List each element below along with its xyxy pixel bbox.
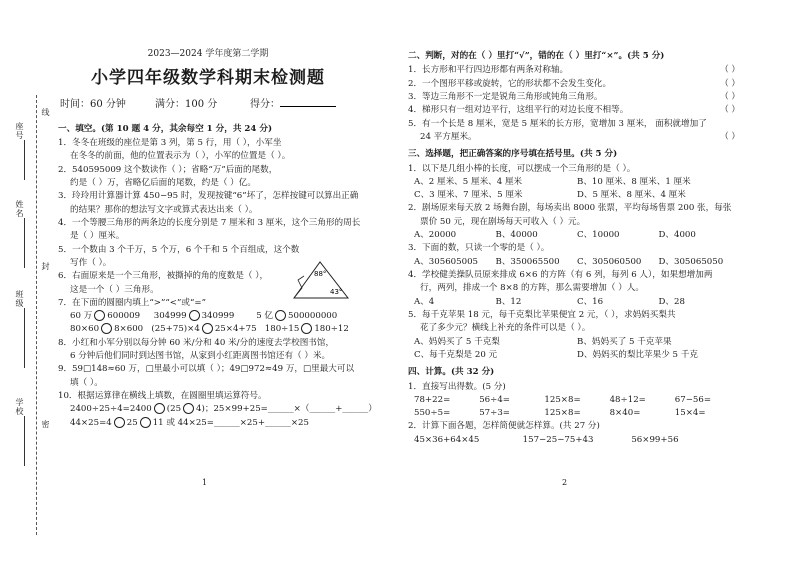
operator-circle[interactable] bbox=[183, 403, 194, 414]
choice-4-line2: 行，两列，排成一个 8×8 的方阵，那么需要增加（ ）人。 bbox=[420, 283, 644, 294]
page-number-left: 1 bbox=[202, 478, 208, 487]
option[interactable]: A、4 bbox=[414, 296, 435, 307]
choice-4-options bbox=[408, 296, 740, 309]
option[interactable]: C、10000 bbox=[577, 230, 620, 241]
compare-circle[interactable] bbox=[275, 310, 286, 321]
judge-4 bbox=[408, 104, 740, 117]
choice-5-line2: 花了多少元？横线上补充的条件可以是（ ）。 bbox=[420, 323, 591, 334]
calc-item: 8×40= bbox=[609, 408, 641, 419]
right-column bbox=[408, 48, 740, 447]
q7-row1 bbox=[58, 310, 358, 323]
operator-circle[interactable] bbox=[114, 417, 125, 428]
calc-2-title: 2．计算下面各题，怎样简便就怎样算。(共 27 分) bbox=[408, 421, 600, 432]
q10-line2 bbox=[58, 403, 377, 416]
calc-item: 15×4= bbox=[674, 408, 706, 419]
option[interactable]: D、28 bbox=[658, 296, 685, 307]
q10-line3 bbox=[58, 417, 358, 430]
option[interactable]: B、10 厘米、8 厘米、1 厘米 bbox=[577, 176, 691, 187]
q3-line2: 的结果？那你的想法写文字或算式表达出来（ ）。 bbox=[70, 204, 258, 215]
q7-item: 60 万 bbox=[70, 311, 93, 322]
score-blank[interactable] bbox=[280, 97, 336, 107]
calc-item: 125×8= bbox=[544, 394, 581, 405]
answer-paren[interactable]: （ ） bbox=[720, 105, 740, 116]
q7-line1: 7．在下面的圆圈内填上“>”“<”或“=” bbox=[58, 297, 206, 308]
time-label: 时间：60 分钟 bbox=[60, 99, 126, 111]
judge-text: 4．梯形只有一组对边平行，这组平行的对边长度不相等。 bbox=[408, 105, 629, 116]
answer-paren[interactable]: （ ） bbox=[720, 78, 740, 89]
choice-5-line1: 5．每千克苹果 18 元，每千克梨比苹果便宜 2 元，（ ），求妈妈买梨共 bbox=[408, 309, 676, 320]
q7-item: 180÷15 bbox=[264, 324, 300, 335]
calc-grid-row1 bbox=[408, 394, 740, 407]
binding-mark-secret: 密 bbox=[41, 420, 50, 429]
q10-expr: 4)；25×99+25=______×（______+______） bbox=[196, 404, 377, 415]
calc-item: 57÷3= bbox=[479, 408, 510, 419]
operator-circle[interactable] bbox=[140, 417, 151, 428]
binding-mark-seal: 封 bbox=[41, 262, 50, 271]
option[interactable]: A、妈妈买了 5 千克梨 bbox=[414, 336, 500, 347]
section-choice: 三、选择题，把正确答案的序号填在括号里。(共 5 分) bbox=[408, 149, 618, 160]
answer-paren[interactable]: （ ） bbox=[720, 91, 740, 102]
choice-5-options bbox=[408, 336, 740, 363]
q8-line2: 6 分钟后他们同时到达图书馆，从家到小红距离图书馆还有（ ）米。 bbox=[70, 351, 331, 362]
calc-item: 56÷4= bbox=[479, 394, 510, 405]
torn-triangle-figure bbox=[290, 258, 352, 304]
q3-line1: 3．玲玲用计算器计算 450−95 时，发现按键“6”坏了，怎样按键可以算出正确 bbox=[58, 191, 359, 202]
judge-text: 1．长方形和平行四边形都有两条对称轴。 bbox=[408, 65, 569, 76]
page-number-right: 2 bbox=[562, 478, 568, 487]
school-year: 2023—2024 学年度第二学期 bbox=[147, 49, 269, 59]
q7-item: 5 亿 bbox=[256, 311, 274, 322]
calc-grid-row2 bbox=[408, 407, 740, 420]
judge-5-line1: 5．有一个长是 8 厘米，宽是 5 厘米的长方形，宽增加 3 厘米， 面积就增加了 bbox=[408, 118, 707, 129]
option[interactable]: C、305060500 bbox=[577, 256, 642, 267]
q10-expr: (25 bbox=[166, 404, 182, 415]
q2-line2: 约是（ ）万，省略亿后面的尾数，约是（ ）亿。 bbox=[70, 178, 256, 189]
choice-4-line1: 4．学校健美操队员原来排成 6×6 的方阵（有 6 列，每列 6 人），如果想增加两 bbox=[408, 270, 713, 280]
q1-line2: 在冬冬的前面，他的位置表示为（ ），小军的位置是（ ）。 bbox=[70, 151, 291, 162]
q9-line2: 填（ ）。 bbox=[70, 377, 103, 388]
q7-item: 80×60 bbox=[70, 324, 100, 335]
option[interactable]: A、2 厘米、5 厘米、4 厘米 bbox=[414, 176, 523, 187]
choice-2-options bbox=[408, 229, 740, 242]
choice-2-line1: 2．剧场原来每天放 2 场舞台剧，每场卖出 8000 张票，平均每场售票 200 张，每张 bbox=[408, 203, 732, 214]
school-label: 学校 bbox=[15, 398, 24, 416]
choice-1-options bbox=[408, 176, 740, 203]
choice-3: 3．下面的数，只读一个零的是（ ）。 bbox=[408, 243, 550, 254]
q6-line2: 这是一个（ ）三角形。 bbox=[70, 284, 159, 295]
got-label: 得分： bbox=[250, 99, 280, 111]
calc-item: 48÷12= bbox=[609, 394, 646, 405]
name-field bbox=[24, 218, 25, 268]
q10-expr: 44×25=4 bbox=[70, 417, 112, 428]
q7-row2 bbox=[58, 323, 358, 336]
binding-margin bbox=[0, 0, 52, 561]
option[interactable]: C、3 厘米、7 厘米、5 厘米 bbox=[414, 190, 523, 201]
option[interactable]: A、305605005 bbox=[414, 256, 479, 267]
option[interactable]: B、350065500 bbox=[495, 256, 560, 267]
q7-item: (25+75)×4 bbox=[151, 324, 200, 335]
q10-line1: 10．根据运算律在横线上填数，在圆圈里填运算符号。 bbox=[58, 391, 267, 402]
class-label: 班级 bbox=[15, 290, 24, 308]
answer-paren[interactable]: （ ） bbox=[720, 131, 740, 142]
angle-label-right: 43° bbox=[330, 288, 343, 296]
q7-item: 25×4+75 bbox=[214, 324, 257, 335]
judge-text: 2．一个图形平移或旋转，它的形状都不会发生变化。 bbox=[408, 78, 612, 89]
score-label: 满分：100 分 bbox=[155, 99, 218, 111]
calc-item: 67−56= bbox=[674, 394, 712, 405]
class-field bbox=[24, 308, 25, 368]
calc-item: 125×8= bbox=[544, 408, 581, 419]
name-label: 姓名 bbox=[15, 200, 24, 218]
section-fill-in: 一、填空。(第 10 题 4 分，其余每空 1 分，共 24 分) bbox=[58, 123, 273, 134]
q7-item: 304999 bbox=[153, 311, 187, 322]
school-field bbox=[24, 416, 25, 466]
calc-2-items bbox=[408, 434, 740, 447]
calc-expression: 56×99+56 bbox=[631, 434, 679, 445]
judge-3 bbox=[408, 91, 740, 104]
seat-field bbox=[24, 140, 25, 180]
q7-item: 500000000 bbox=[288, 311, 338, 322]
q8-line1: 8．小红和小军分别以每分钟 60 米/分和 40 米/分的速度去学校图书馆， bbox=[58, 337, 335, 348]
binding-mark-line: 线 bbox=[41, 108, 50, 117]
exam-title: 小学四年级数学科期末检测题 bbox=[91, 67, 325, 88]
choice-2-line2: 票价 50 元，现在剧场每天可收入（ ）元。 bbox=[420, 216, 586, 227]
option[interactable]: D、妈妈买的梨比苹果少 5 千克 bbox=[577, 349, 698, 360]
option[interactable]: C、每千克梨是 20 元 bbox=[414, 349, 498, 360]
compare-circle[interactable] bbox=[189, 310, 200, 321]
option[interactable]: B、妈妈买了 5 千克苹果 bbox=[577, 336, 672, 347]
option[interactable]: B、12 bbox=[495, 296, 522, 307]
section-calc: 四、计算。(共 32 分) bbox=[408, 367, 495, 378]
compare-circle[interactable] bbox=[101, 323, 112, 334]
q4-line2: 是（ ）厘米。 bbox=[70, 231, 125, 242]
calc-expression: 45×36+64×45 bbox=[414, 434, 480, 445]
option[interactable]: D、5 厘米、8 厘米、4 厘米 bbox=[577, 190, 686, 201]
operator-circle[interactable] bbox=[154, 403, 165, 414]
q4-line1: 4．一个等腰三角形的两条边的长度分别是 7 厘米和 3 厘米，这个三角形的周长 bbox=[58, 217, 361, 228]
q2-line1: 2．540595009 这个数读作（ ）；省略“万”后面的尾数， bbox=[58, 164, 278, 175]
calc-item: 550÷5= bbox=[414, 408, 451, 419]
section-judge: 二、判断，对的在（ ）里打“√”，错的在（ ）里打“×”。(共 5 分) bbox=[408, 51, 665, 61]
q10-expr: 2400÷25÷4=2400 bbox=[70, 404, 152, 415]
exam-info bbox=[60, 97, 358, 113]
q10-expr: 25 bbox=[126, 417, 138, 428]
option[interactable]: A、20000 bbox=[414, 230, 457, 241]
compare-circle[interactable] bbox=[94, 310, 105, 321]
q5-line1: 5．一个数由 3 个千万，5 个万，6 个千和 5 个百组成，这个数 bbox=[58, 244, 300, 255]
judge-1 bbox=[408, 64, 740, 77]
compare-circle[interactable] bbox=[301, 323, 312, 334]
q7-item: 8×600 bbox=[114, 324, 144, 335]
q7-item: 600009 bbox=[107, 311, 141, 322]
calc-expression: 157−25−75+43 bbox=[522, 434, 594, 445]
seat-label: 座号 bbox=[15, 122, 24, 140]
left-column bbox=[58, 48, 377, 430]
compare-circle[interactable] bbox=[202, 323, 213, 334]
calc-1-title: 1．直接写出得数。(5 分) bbox=[408, 381, 506, 392]
angle-label-top: 88° bbox=[314, 270, 327, 278]
q9-line1: 9．59□148≈60 万，□里最小可以填（ ）；49□972≈49 万，□里最大可以 bbox=[58, 364, 355, 375]
choice-3-options bbox=[408, 256, 740, 269]
q10-expr: 11 或 44×25=______×25+______×25 bbox=[152, 417, 309, 428]
option[interactable]: D、305065050 bbox=[658, 256, 724, 267]
judge-text: 24 平方厘米。 bbox=[420, 131, 477, 142]
q1-line1: 1．冬冬在班级的座位是第 3 列，第 5 行，用（ ），小军坐 bbox=[58, 138, 282, 149]
judge-text: 3．等边三角形不一定是锐角三角形或钝角三角形。 bbox=[408, 91, 603, 102]
q7-item: 340999 bbox=[201, 311, 235, 322]
q5-line2: 写作（ ）。 bbox=[70, 257, 112, 268]
cut-line bbox=[36, 95, 37, 535]
option[interactable]: D、4000 bbox=[658, 230, 696, 241]
answer-paren[interactable]: （ ） bbox=[720, 65, 740, 76]
option[interactable]: C、16 bbox=[577, 296, 604, 307]
q6-line1: 6．右面原来是一个三角形，被撕掉的角的度数是（ ）， bbox=[58, 271, 269, 282]
q7-item: 180÷12 bbox=[314, 324, 349, 335]
choice-1: 1．以下是几组小棒的长度，可以摆成一个三角形的是（ ）。 bbox=[408, 163, 636, 174]
judge-2 bbox=[408, 78, 740, 91]
judge-5-line2 bbox=[408, 131, 740, 144]
calc-item: 78+22= bbox=[414, 394, 451, 405]
option[interactable]: B、40000 bbox=[495, 230, 538, 241]
